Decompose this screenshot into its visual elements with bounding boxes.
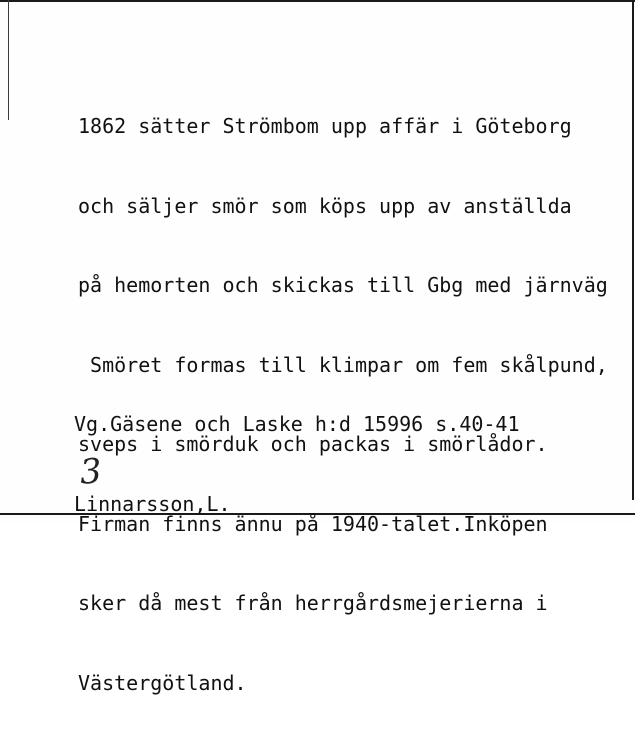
card-source-reference	[74, 358, 520, 570]
source-line: Linnarsson,L.	[74, 491, 231, 516]
handwritten-page-number: 3	[78, 451, 104, 493]
card-left-edge	[8, 0, 9, 120]
body-line: Västergötland.	[78, 670, 247, 695]
body-line: sker då mest från herrgårdsmejerierna i	[78, 591, 548, 615]
card-top-edge	[0, 0, 635, 2]
body-line: 1862 sätter Strömbom upp affär i Göteborg	[78, 114, 572, 138]
body-line: sveps i smörduk och packas i smörlådor.	[78, 432, 548, 456]
card-right-edge	[632, 0, 634, 500]
body-line: Smöret formas till klimpar om fem skålpund,	[78, 352, 608, 377]
body-line: på hemorten och skickas till Gbg med järnväg	[78, 273, 608, 297]
body-line: Firman finns ännu på 1940-talet.Inköpen	[78, 511, 548, 536]
source-line: Vg.Gäsene och Laske h:d 15996 s.40-41	[74, 412, 520, 436]
body-line: och säljer smör som köps upp av anställda	[78, 193, 572, 218]
